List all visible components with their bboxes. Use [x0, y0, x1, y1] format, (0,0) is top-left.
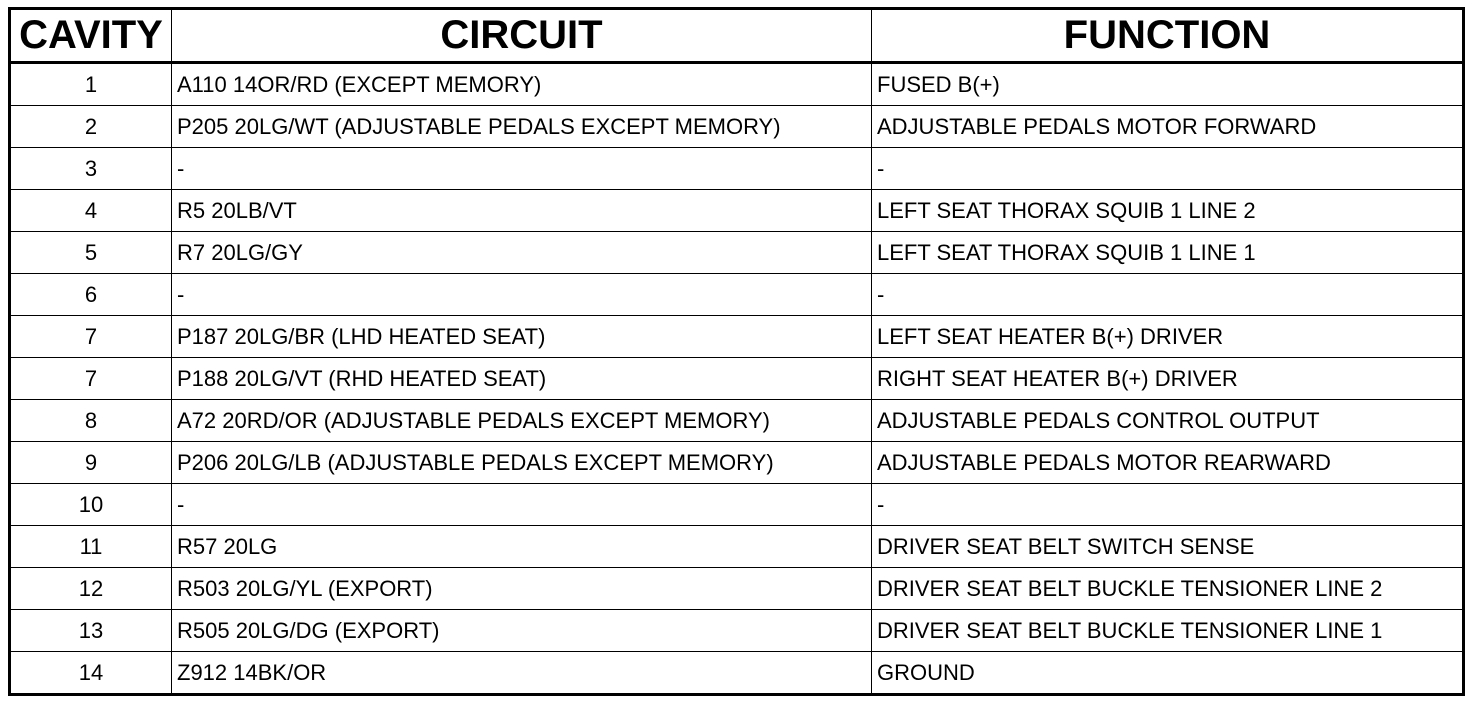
- circuit-cell: P187 20LG/BR (LHD HEATED SEAT): [172, 316, 872, 358]
- function-header: FUNCTION: [872, 9, 1464, 63]
- table-row: [10, 106, 1464, 148]
- circuit-cell: Z912 14BK/OR: [172, 652, 872, 695]
- table-row: [10, 526, 1464, 568]
- table-row: [10, 190, 1464, 232]
- cavity-cell: 9: [10, 442, 172, 484]
- table-row: [10, 652, 1464, 695]
- connector-pinout-table: [8, 7, 1465, 696]
- cavity-cell: 7: [10, 316, 172, 358]
- table-row: [10, 148, 1464, 190]
- function-cell: DRIVER SEAT BELT BUCKLE TENSIONER LINE 1: [872, 610, 1464, 652]
- cavity-cell: 1: [10, 63, 172, 106]
- circuit-cell: -: [172, 274, 872, 316]
- function-cell: -: [872, 274, 1464, 316]
- function-cell: ADJUSTABLE PEDALS MOTOR FORWARD: [872, 106, 1464, 148]
- table-body: [10, 63, 1464, 695]
- function-cell: LEFT SEAT HEATER B(+) DRIVER: [872, 316, 1464, 358]
- cavity-header: CAVITY: [10, 9, 172, 63]
- circuit-cell: R505 20LG/DG (EXPORT): [172, 610, 872, 652]
- table-row: [10, 568, 1464, 610]
- function-cell: LEFT SEAT THORAX SQUIB 1 LINE 2: [872, 190, 1464, 232]
- circuit-cell: A110 14OR/RD (EXCEPT MEMORY): [172, 63, 872, 106]
- cavity-cell: 10: [10, 484, 172, 526]
- cavity-cell: 8: [10, 400, 172, 442]
- cavity-cell: 3: [10, 148, 172, 190]
- circuit-cell: R57 20LG: [172, 526, 872, 568]
- circuit-header: CIRCUIT: [172, 9, 872, 63]
- table-row: [10, 63, 1464, 106]
- table-row: [10, 232, 1464, 274]
- circuit-cell: P205 20LG/WT (ADJUSTABLE PEDALS EXCEPT MEMORY): [172, 106, 872, 148]
- cavity-cell: 6: [10, 274, 172, 316]
- cavity-cell: 2: [10, 106, 172, 148]
- function-cell: GROUND: [872, 652, 1464, 695]
- cavity-cell: 12: [10, 568, 172, 610]
- function-cell: LEFT SEAT THORAX SQUIB 1 LINE 1: [872, 232, 1464, 274]
- cavity-cell: 5: [10, 232, 172, 274]
- cavity-cell: 4: [10, 190, 172, 232]
- table-row: [10, 274, 1464, 316]
- function-cell: DRIVER SEAT BELT BUCKLE TENSIONER LINE 2: [872, 568, 1464, 610]
- circuit-cell: -: [172, 148, 872, 190]
- function-cell: -: [872, 148, 1464, 190]
- circuit-cell: P188 20LG/VT (RHD HEATED SEAT): [172, 358, 872, 400]
- cavity-cell: 7: [10, 358, 172, 400]
- table-row: [10, 400, 1464, 442]
- function-cell: DRIVER SEAT BELT SWITCH SENSE: [872, 526, 1464, 568]
- circuit-cell: -: [172, 484, 872, 526]
- function-cell: ADJUSTABLE PEDALS CONTROL OUTPUT: [872, 400, 1464, 442]
- circuit-cell: A72 20RD/OR (ADJUSTABLE PEDALS EXCEPT MEMORY): [172, 400, 872, 442]
- table-row: [10, 610, 1464, 652]
- table-row: [10, 484, 1464, 526]
- circuit-cell: R503 20LG/YL (EXPORT): [172, 568, 872, 610]
- circuit-cell: R7 20LG/GY: [172, 232, 872, 274]
- function-cell: RIGHT SEAT HEATER B(+) DRIVER: [872, 358, 1464, 400]
- header-row: [10, 9, 1464, 63]
- circuit-cell: R5 20LB/VT: [172, 190, 872, 232]
- function-cell: -: [872, 484, 1464, 526]
- cavity-cell: 14: [10, 652, 172, 695]
- circuit-cell: P206 20LG/LB (ADJUSTABLE PEDALS EXCEPT MEMORY): [172, 442, 872, 484]
- table-row: [10, 358, 1464, 400]
- table-row: [10, 442, 1464, 484]
- function-cell: ADJUSTABLE PEDALS MOTOR REARWARD: [872, 442, 1464, 484]
- cavity-cell: 13: [10, 610, 172, 652]
- cavity-cell: 11: [10, 526, 172, 568]
- table-row: [10, 316, 1464, 358]
- function-cell: FUSED B(+): [872, 63, 1464, 106]
